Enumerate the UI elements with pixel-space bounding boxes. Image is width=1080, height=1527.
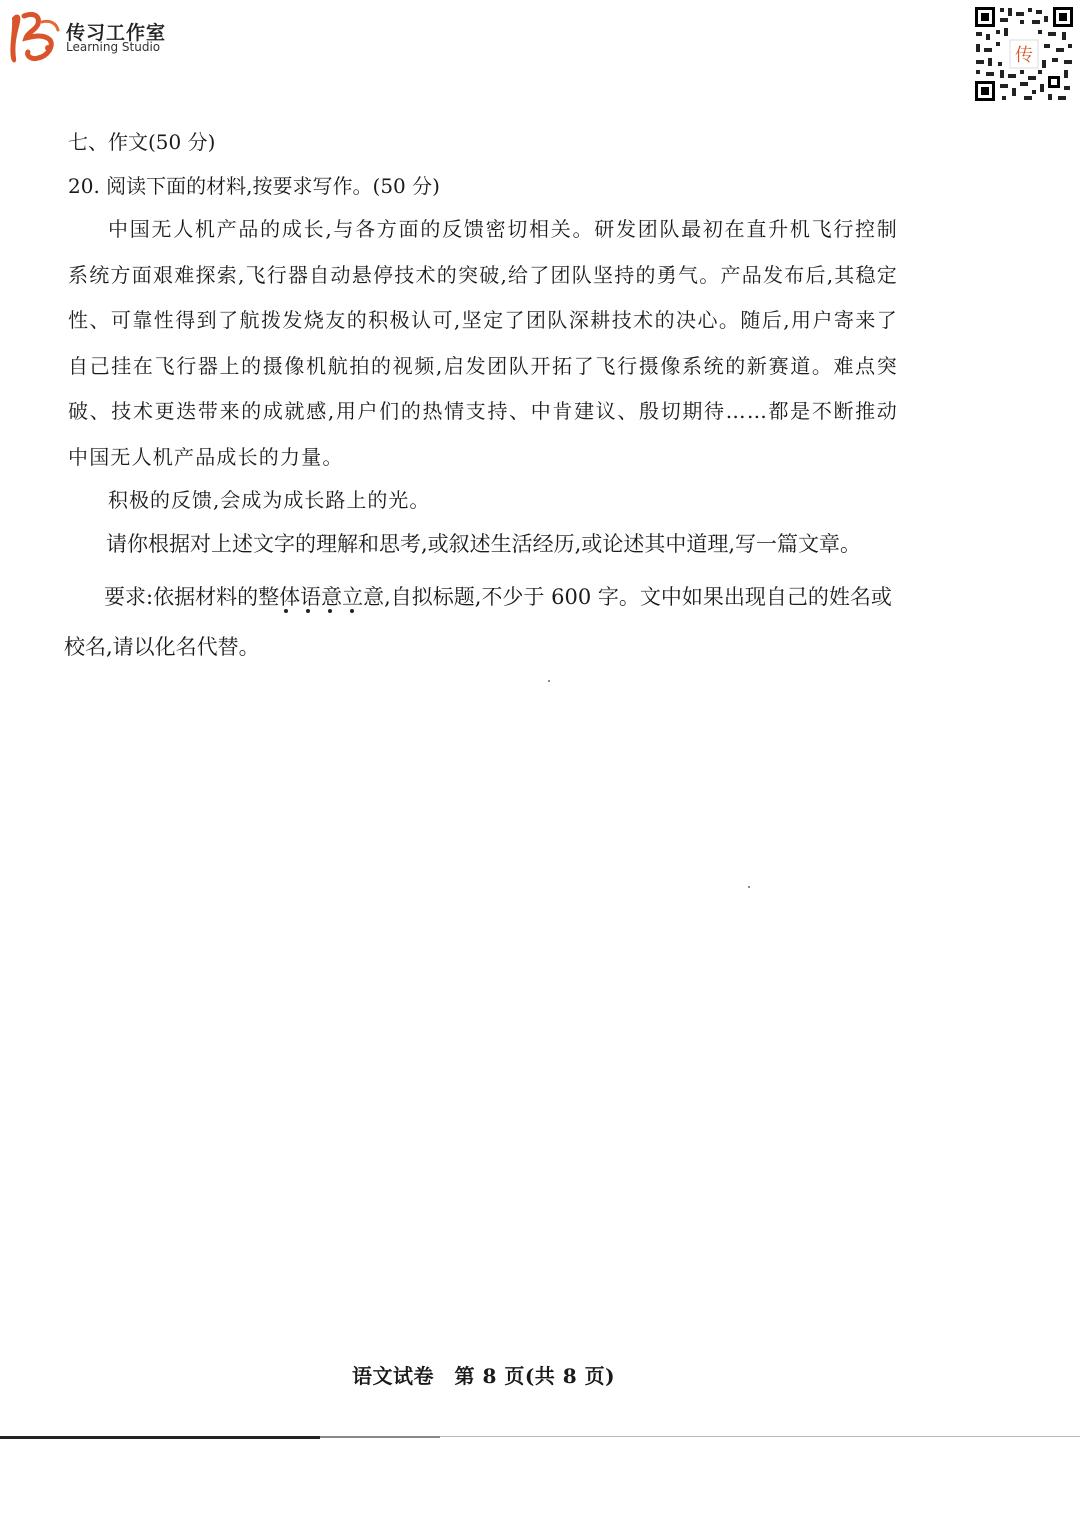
page-edge-line [0, 1436, 1080, 1439]
qr-center-logo-text: 传 [1015, 45, 1033, 66]
logo-english-name: Learning Studio [66, 40, 161, 54]
scan-speck [748, 886, 750, 888]
writing-prompt: 请你根据对上述文字的理解和思考,或叙述生活经历,或论述其中道理,写一篇文章。 [106, 532, 862, 556]
logo-chinese-name: 传习工作室 [66, 22, 167, 44]
material-paragraph: 中国无人机产品的成长,与各方面的反馈密切相关。研发团队最初在直升机飞行控制系统方面艰难探索,飞行器自动悬停技术的突破,给了团队坚持的勇气。产品发布后,其稳定性、可靠性得到了航拨发烧友的积极认可,坚定了团队深耕技术的决心。随后,用户寄来了自己挂在飞行器上的摄像机航拍的视频,启发团队开拓了飞行摄像系统的新赛道。难点突破、技术更迭带来的成就感,用户们的热情支持、中肯建议、殷切期待……都是不断推动中国无人机产品成长的力量。 [68, 217, 898, 469]
qr-code[interactable] [972, 4, 1076, 104]
scan-speck [548, 680, 550, 682]
writing-requirement: 要求:依据材料的整体语意立意,自拟标题,不少于 600 字。文中如果出现自己的姓名或校名,请以化名代替。 [64, 585, 892, 659]
material-theme: 积极的反馈,会成为成长路上的光。 [108, 488, 431, 512]
studio-logo [4, 8, 204, 68]
section-title: 七、作文(50 分) [68, 130, 216, 154]
brush-logo-icon [4, 8, 64, 68]
page-footer: 语文试卷 第 8 页(共 8 页) [352, 1364, 616, 1388]
question-prompt: 20. 阅读下面的材料,按要求写作。(50 分) [68, 174, 440, 198]
emphasis-dots [276, 606, 366, 616]
